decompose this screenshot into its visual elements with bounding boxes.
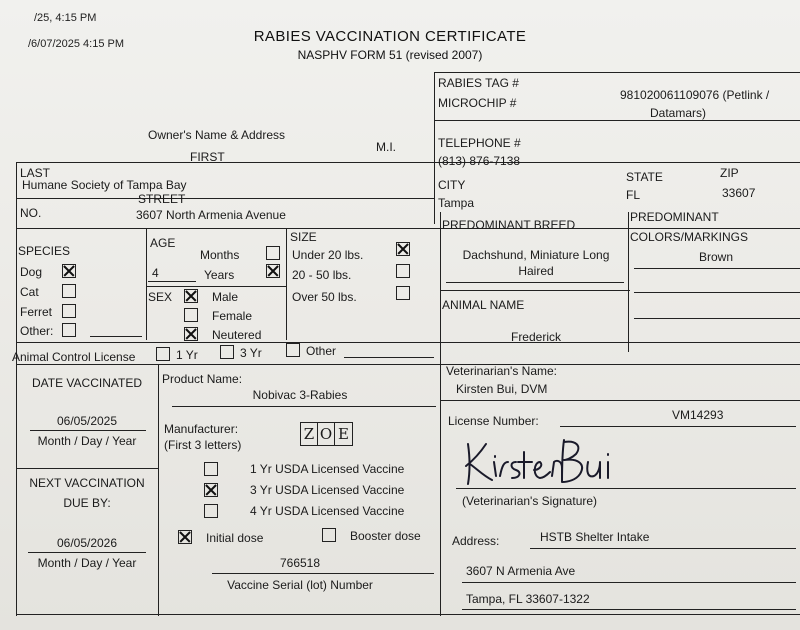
species-option-label: Cat — [20, 285, 39, 299]
sex-option-label: Neutered — [212, 328, 262, 342]
street-value: 3607 North Armenia Avenue — [136, 208, 286, 222]
print-timestamp-1: /25, 4:15 PM — [34, 12, 97, 24]
microchip-value-line2: Datamars) — [650, 106, 707, 120]
species-ferret-checkbox[interactable] — [62, 304, 76, 318]
license-other-checkbox[interactable] — [286, 343, 300, 357]
size-label: SIZE — [290, 230, 317, 244]
vet-name-value: Kirsten Bui, DVM — [456, 382, 548, 396]
vet-address-line3: Tampa, FL 33607-1322 — [466, 592, 590, 606]
manufacturer-code-boxes — [300, 422, 353, 446]
last-label: LAST — [20, 166, 51, 180]
vet-license-value: VM14293 — [672, 408, 724, 422]
species-cat-checkbox[interactable] — [62, 284, 76, 298]
age-value: 4 — [152, 266, 159, 280]
license-option-label: 3 Yr — [240, 346, 262, 360]
microchip-value-line1: 981020061109076 (Petlink / — [620, 88, 770, 102]
vet-signature-label: (Veterinarian's Signature) — [462, 494, 598, 508]
owner-section-label: Owner's Name & Address — [148, 128, 286, 142]
manufacturer-letter: O — [318, 423, 335, 445]
sex-neutered-checkbox[interactable] — [184, 327, 198, 341]
rule — [16, 364, 800, 365]
animal-name-value: Frederick — [510, 330, 561, 344]
vet-address-label: Address: — [452, 534, 500, 548]
vet-signature-line — [456, 488, 796, 489]
manufacturer-label: Manufacturer: — [164, 422, 239, 436]
date-vaccinated-value: 06/05/2025 — [56, 414, 118, 428]
product-name-label: Product Name: — [162, 372, 243, 386]
zip-value: 33607 — [722, 186, 756, 200]
booster-dose-checkbox[interactable] — [322, 528, 336, 542]
sex-label: SEX — [148, 290, 173, 304]
license-other-line — [344, 357, 434, 358]
next-vaccination-value: 06/05/2026 — [56, 536, 118, 550]
vet-address-line — [462, 609, 796, 610]
age-months-label: Months — [200, 248, 240, 262]
telephone-value: (813) 876-7138 — [438, 154, 521, 168]
sex-option-label: Female — [212, 309, 253, 323]
rule — [434, 72, 435, 162]
street-label: STREET — [138, 192, 186, 206]
rule — [434, 120, 800, 121]
sex-option-label: Male — [212, 290, 239, 304]
breed-label: PREDOMINANT BREED — [442, 218, 576, 232]
city-label: CITY — [438, 178, 466, 192]
rabies-tag-label: RABIES TAG # — [438, 76, 519, 90]
species-other-checkbox[interactable] — [62, 323, 76, 337]
rule — [440, 290, 630, 291]
vet-address-line — [530, 548, 796, 549]
sex-male-checkbox[interactable] — [184, 289, 198, 303]
rule — [16, 342, 800, 343]
age-years-checkbox[interactable] — [266, 264, 280, 278]
no-label: NO. — [20, 206, 42, 220]
age-years-label: Years — [204, 268, 235, 282]
breed-value-line1: Dachshund, Miniature Long — [462, 248, 610, 262]
colors-line — [634, 318, 800, 319]
serial-number-label: Vaccine Serial (lot) Number — [227, 578, 373, 592]
age-value-line — [148, 281, 196, 282]
rule — [146, 228, 147, 340]
size-over-50-checkbox[interactable] — [396, 286, 410, 300]
license-1yr-checkbox[interactable] — [156, 347, 170, 361]
license-option-label: 1 Yr — [176, 348, 198, 362]
colors-line — [634, 292, 800, 293]
next-vaccination-due-label: DUE BY: — [63, 496, 111, 510]
size-option-label: Over 50 lbs. — [292, 290, 357, 304]
rule — [146, 286, 286, 287]
vaccine-option-label: 1 Yr USDA Licensed Vaccine — [250, 462, 405, 476]
rule — [440, 400, 800, 401]
colors-label-2: COLORS/MARKINGS — [630, 230, 749, 244]
state-value: FL — [626, 188, 641, 202]
vet-license-line — [560, 426, 796, 427]
product-name-value: Nobivac 3-Rabies — [252, 388, 348, 402]
vaccine-3yr-checkbox[interactable] — [204, 483, 218, 497]
form-title: RABIES VACCINATION CERTIFICATE — [253, 28, 527, 45]
sex-female-checkbox[interactable] — [184, 308, 198, 322]
vet-license-label: License Number: — [448, 414, 539, 428]
telephone-label: TELEPHONE # — [438, 136, 521, 150]
print-timestamp-2: /6/07/2025 4:15 PM — [28, 38, 125, 50]
rule — [286, 228, 287, 340]
owner-last-name: Humane Society of Tampa Bay — [22, 178, 187, 192]
species-dog-checkbox[interactable] — [62, 264, 76, 278]
species-option-label: Dog — [20, 265, 43, 279]
initial-dose-checkbox[interactable] — [178, 530, 192, 544]
age-months-checkbox[interactable] — [266, 246, 280, 260]
vet-name-label: Veterinarian's Name: — [446, 364, 558, 378]
serial-number-value: 766518 — [279, 556, 321, 570]
rule — [16, 198, 434, 199]
mi-label: M.I. — [376, 140, 396, 154]
breed-value-line2: Haired — [518, 264, 554, 278]
next-vaccination-line — [28, 552, 146, 553]
next-vaccination-label: NEXT VACCINATION — [29, 476, 145, 490]
form-header — [240, 28, 540, 62]
colors-line — [634, 268, 800, 269]
species-option-label: Ferret — [20, 305, 53, 319]
vaccine-1yr-checkbox[interactable] — [204, 462, 218, 476]
size-option-label: Under 20 lbs. — [292, 248, 364, 262]
animal-name-label: ANIMAL NAME — [442, 298, 525, 312]
age-label: AGE — [150, 236, 176, 250]
license-option-label: Other — [306, 344, 337, 358]
manufacturer-hint: (First 3 letters) — [164, 438, 242, 452]
product-name-line — [172, 406, 436, 407]
first-label: FIRST — [190, 150, 225, 164]
vet-address-line1: HSTB Shelter Intake — [540, 530, 650, 544]
vaccine-option-label: 3 Yr USDA Licensed Vaccine — [250, 483, 405, 497]
zip-label: ZIP — [720, 166, 739, 180]
veterinarian-signature — [458, 432, 618, 492]
microchip-label: MICROCHIP # — [438, 96, 517, 110]
license-label: Animal Control License — [12, 350, 136, 364]
rule — [16, 162, 800, 163]
vet-address-line — [462, 582, 796, 583]
size-under-20-checkbox[interactable] — [396, 242, 410, 256]
form-subtitle: NASPHV FORM 51 (revised 2007) — [297, 48, 483, 62]
state-label: STATE — [626, 170, 663, 184]
rule — [16, 614, 800, 615]
colors-value: Brown — [698, 250, 733, 264]
species-other-line — [90, 336, 142, 337]
vet-address-line2: 3607 N Armenia Ave — [466, 564, 576, 578]
vaccine-4yr-checkbox[interactable] — [204, 504, 218, 518]
next-vaccination-format: Month / Day / Year — [37, 556, 137, 570]
city-value: Tampa — [438, 196, 475, 210]
manufacturer-letter: Z — [301, 423, 318, 445]
vaccine-option-label: 4 Yr USDA Licensed Vaccine — [250, 504, 405, 518]
manufacturer-letter: E — [338, 425, 349, 443]
date-vaccinated-line — [30, 430, 146, 431]
date-vaccinated-format: Month / Day / Year — [37, 434, 137, 448]
booster-dose-label: Booster dose — [350, 529, 421, 543]
rule — [434, 72, 800, 73]
license-3yr-checkbox[interactable] — [220, 345, 234, 359]
rule — [440, 212, 441, 616]
size-option-label: 20 - 50 lbs. — [292, 268, 352, 282]
serial-number-line — [212, 573, 434, 574]
initial-dose-label: Initial dose — [206, 531, 264, 545]
rule — [434, 162, 435, 224]
size-20-50-checkbox[interactable] — [396, 264, 410, 278]
colors-label-1: PREDOMINANT — [630, 210, 719, 224]
date-vaccinated-label: DATE VACCINATED — [31, 376, 142, 390]
species-label: SPECIES — [18, 244, 71, 258]
species-option-label: Other: — [20, 324, 54, 338]
rule — [16, 468, 158, 469]
breed-line — [446, 282, 624, 283]
